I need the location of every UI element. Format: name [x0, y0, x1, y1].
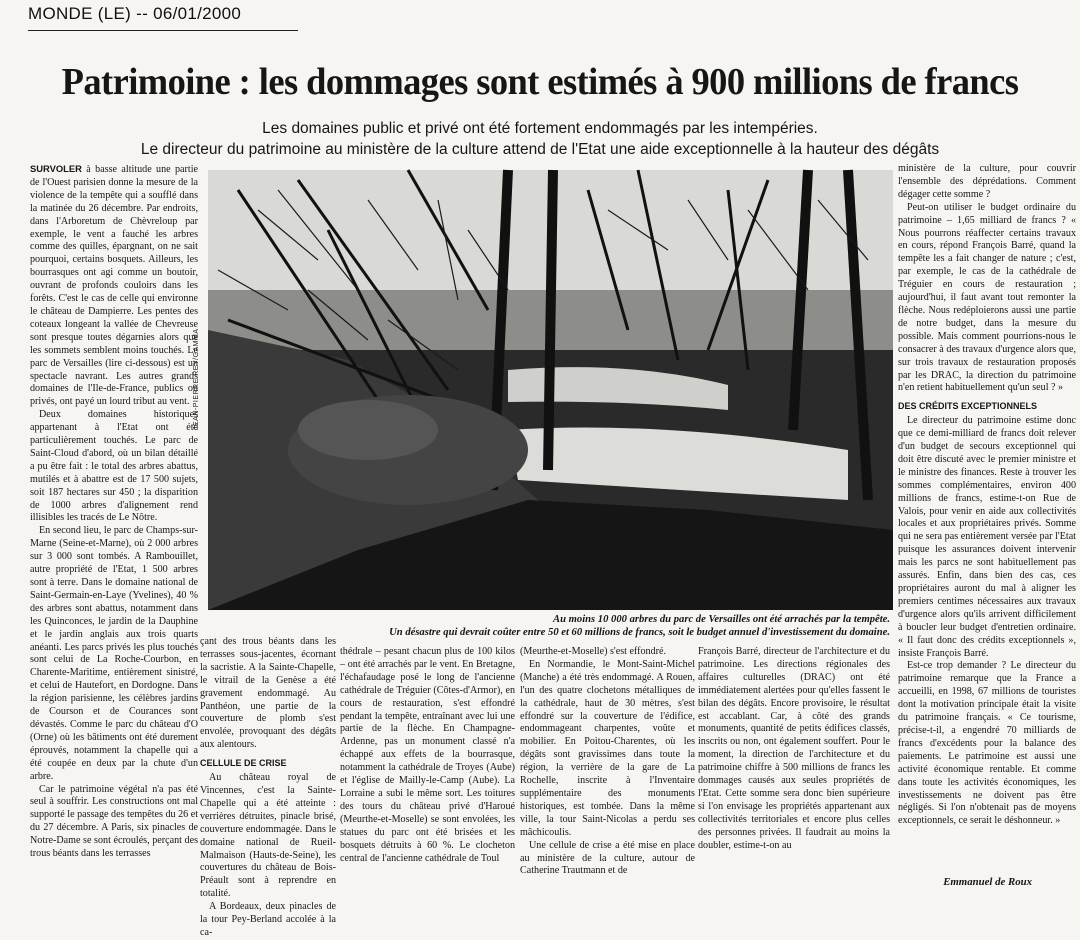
- paragraph: Peut-on utiliser le budget ordinaire du patrimoine – 1,65 milliard de francs ? « Nous pourrons réaffecter certains travaux en cours, répond François Barré, quand la tempête les a fait changer de nature ; c'est, par exemple, le cas de la cathédrale de Tréguier en cours de restauration ; aujourd'hui, il faut avant tout remonter la flèche. Nous redéploierons aussi une partie de notre budget, dans la mesure du possible. Mais comment pourrions-nous le consacrer à des travaux d'urgence alors que, sur trois travaux de restauration proposés par les DRAC, la direction du patrimoine n'en retient habituellement qu'un seul ? »: [898, 201, 1076, 394]
- paragraph: [30, 163, 198, 409]
- article-column-5: [698, 646, 890, 894]
- subtitle-line-2: Le directeur du patrimoine au ministère de la culture attend de l'Etat une aide exceptionnelle à la hauteur des dégâts: [140, 141, 940, 158]
- paragraph: Le directeur du patrimoine estime donc que ce demi-milliard de francs doit relever d'un budget de secours exceptionnel qui doit être discuté avec le premier ministre et le ministre des finances. Reste à trouver les sommes complémentaires, environ 400 millions de francs, estime-t-on Rue de Valois, pour venir en aide aux collectivités locales et aux propriétaires privés. Somme qui ne sera pas entièrement versée par l'Etat puisque les assurances doivent intervenir mais les parcs ne sont habituellement pas assurés. Enfin, dans bien des cas, ces propriétaires auront du mal à aligner les premiers centimes nécessaires aux travaux d'urgence alors qu'ils arrivent difficilement à boucler leur budget d'entretien ordinaire. « Il faut donc des crédits exceptionnels », insiste François Barré.: [898, 415, 1076, 659]
- paragraph: Est-ce trop demander ? Le directeur du patrimoine remarque que la France a accueilli, en 1998, 67 millions de touristes dont la motivation principale était la visite du patrimoine français. « Ce tourisme, précise-t-il, a engendré 70 milliards de francs d'excédents pour la balance des paiements. Le patrimoine est aussi une activité économique rentable. Et comme dans toute les activités économiques, les investissements ne doivent pas être négligés. Si l'on n'obtenait pas de moyens exceptionnels, ce serait le déshonneur. »: [898, 660, 1076, 827]
- source-header: MONDE (LE) -- 06/01/2000: [28, 4, 242, 23]
- section-heading: DES CRÉDITS EXCEPTIONNELS: [898, 401, 1038, 412]
- paragraph: Au château royal de Vincennes, c'est la Sainte-Chapelle qui a été atteinte : verrières détruites, pinacle brisé, couverture endommagée. Dans le domaine national de Rueil-Malmaison (Hauts-de-Seine), les couvertures du château de Bois-Préault sont à reprendre en totalité.: [200, 772, 336, 900]
- paragraph: Une cellule de crise a été mise en place au ministère de la culture, autour de Catherine Trautmann et de: [520, 839, 695, 877]
- caption-line-1: Au moins 10 000 arbres du parc de Versailles ont été arrachés par la tempête.: [553, 614, 890, 625]
- article-column-3: [340, 646, 515, 894]
- paragraph: Car le patrimoine végétal n'a pas été seul à souffrir. Les constructions ont mal supporté le passage des tempêtes du 26 et du 27 décembre. A Paris, six pinacles de Notre-Dame se sont écroulés, perçant des trous béants dans les terrasses: [30, 783, 198, 860]
- subtitle: [0, 118, 1080, 160]
- article-column-6: [898, 163, 1076, 881]
- article-column-1: [30, 163, 198, 893]
- caption-line-2: Un désastre qui devrait coûter entre 50 et 60 millions de francs, soit le budget annuel d'investissement du domaine.: [389, 627, 890, 638]
- storm-damage-photo: [208, 170, 893, 610]
- photo-credit: JEAN-PIERRE REY/GAMMA: [193, 328, 200, 430]
- article-column-4: [520, 646, 695, 894]
- lead-word: SURVOLER: [30, 163, 82, 174]
- fallen-trees-illustration: [208, 170, 893, 610]
- subtitle-line-1: Les domaines public et privé ont été fortement endommagés par les intempéries.: [262, 120, 818, 137]
- paragraph: En second lieu, le parc de Champs-sur-Marne (Seine-et-Marne), où 2 000 arbres sur 3 000 sont tombés. A Rambouillet, autre propriété de l'Etat, 1 500 arbres sont à terre. Dans le domaine national de Saint-Germain-en-Laye (Yvelines), 40 % des arbres sont abattus, notamment dans les Quinconces, le jardin de la Dauphine et le jardin anglais aux trois quarts anéanti. Les parcs privés les plus touchés sont celui de La Roche-Courbon, en Charente-Maritime, entièrement sinistré, et celui de Hautefort, en Dordogne. Dans la région parisienne, les célèbres jardins de Courson et de Courances sont dévastés. Comme le parc du château d'O (Orne) où les bâtiments ont été durement éprouvés, notamment la chapelle qui a été coupée en deux par la chute d'un arbre.: [30, 525, 198, 782]
- article-column-2: [200, 636, 336, 938]
- paragraph: Deux domaines historiques appartenant à l'Etat ont été particulièrement touchés. Le parc de Saint-Cloud d'abord, où un bilan détaillé a pu être fait : le total des arbres abattus, mutilés et à abattre est de 17 500 sujets, soit 187 hectares sur 450 ; la disparition de 1000 arbres d'alignement rend illisibles les tracés de Le Nôtre.: [30, 409, 198, 524]
- paragraph: çant des trous béants dans les terrasses sous-jacentes, écornant la sacristie. A la Sainte-Chapelle, le vitrail de la Genèse a été gravement endommagé. Au Panthéon, une partie de la couverture de plomb s'est envolée, provoquant des dégâts aux alentours.: [200, 636, 336, 751]
- paragraph: (Meurthe-et-Moselle) s'est effondré.: [520, 646, 666, 657]
- paragraph: ministère de la culture, pour couvrir l'ensemble des déprédations. Comment dégager cette somme ?: [898, 163, 1076, 200]
- paragraph: thédrale – pesant chacun plus de 100 kilos – ont été arrachés par le vent. En Bretagne, l'échafaudage posé le long de l'ancienne cathédrale de Tréguier (Côtes-d'Armor), en cours de restauration, s'est effondré pendant la tempête, entraînant avec lui une partie de la flèche. En Champagne-Ardenne, pas un monument classé n'a échappé aux effets de la bourrasque, notamment la cathédrale de Troyes (Aube) et l'église de Mailly-le-Camp (Aube). La Lorraine a subi le même sort. Les toitures des tours du château privé d'Haroué (Meurthe-et-Moselle) se sont envolées, les statues du parc ont été brisées et les bosquets détruits à 60 %. Le clocheton central de l'ancienne cathédrale de Toul: [340, 646, 515, 864]
- header-rule: [28, 30, 298, 31]
- paragraph: François Barré, directeur de l'architecture et du patrimoine. Les directions régionales des affaires culturelles (DRAC) ont été immédiatement alertées pour qu'elles fassent le bilan des dégâts. Encore provisoire, le résultat est accablant. Car, à côté des grands monuments, quantité de petits édifices classés, inscrits ou non, ont également souffert. Pour le moment, la direction de l'architecture et du patrimoine chiffre à 500 millions de francs les dommages causés aux seules propriétés de l'Etat. Cette somme sera donc bien supérieure si l'on envisage les propriétés appartenant aux collectivités territoriales et encore plus celles des personnes privées. Il faudrait au moins la doubler, estime-t-on au: [698, 646, 890, 851]
- paragraph: En Normandie, le Mont-Saint-Michel (Manche) a été très endommagé. A Rouen, l'un des quatre clochetons métalliques de la cathédrale, haut de 30 mètres, s'est effondré sur la couverture de l'édifice, endommageant charpentes, voûte et mobilier. En Poitou-Charentes, où les dégâts sont gravissimes dans toute la région, la verrière de la gare de La Rochelle, inscrite à l'Inventaire supplémentaire des monuments historiques, est tombée. Dans la même ville, la tour Saint-Nicolas a perdu ses mâchicoulis.: [520, 658, 695, 838]
- author-signature: Emmanuel de Roux: [943, 876, 1032, 888]
- headline: Patrimoine : les dommages sont estimés à 900 millions de francs: [61, 61, 1019, 103]
- paragraph-text: à basse altitude une partie de l'Ouest parisien donne la mesure de la violence de la tempête qui a soufflé dans la matinée du 26 décembre. Par endroits, dans l'Arboretum de Chèvreloup par exemple, le vent a fauché les arbres comme des quilles, épargnant, on ne sait pourquoi, certains bosquets. Ailleurs, les bourrasques ont agi comme un boutoir, ouvrant de profonds couloirs dans les forêts. C'est le cas de celle qui environne le château de Dampierre. Les pentes des coteaux longeant la vallée de Chevreuse sont presque toutes dégarnies alors que les sommets semblent moins touchés. Le parc de Versailles (lire ci-dessous) est un spectacle navrant. Les autres grands domaines de l'Ile-de-France, publics ou privés, ont payé un lourd tribut au vent.: [30, 164, 198, 408]
- section-heading: CELLULE DE CRISE: [200, 758, 287, 769]
- paragraph: A Bordeaux, deux pinacles de la tour Pey-Berland accolée à la ca-: [200, 901, 336, 938]
